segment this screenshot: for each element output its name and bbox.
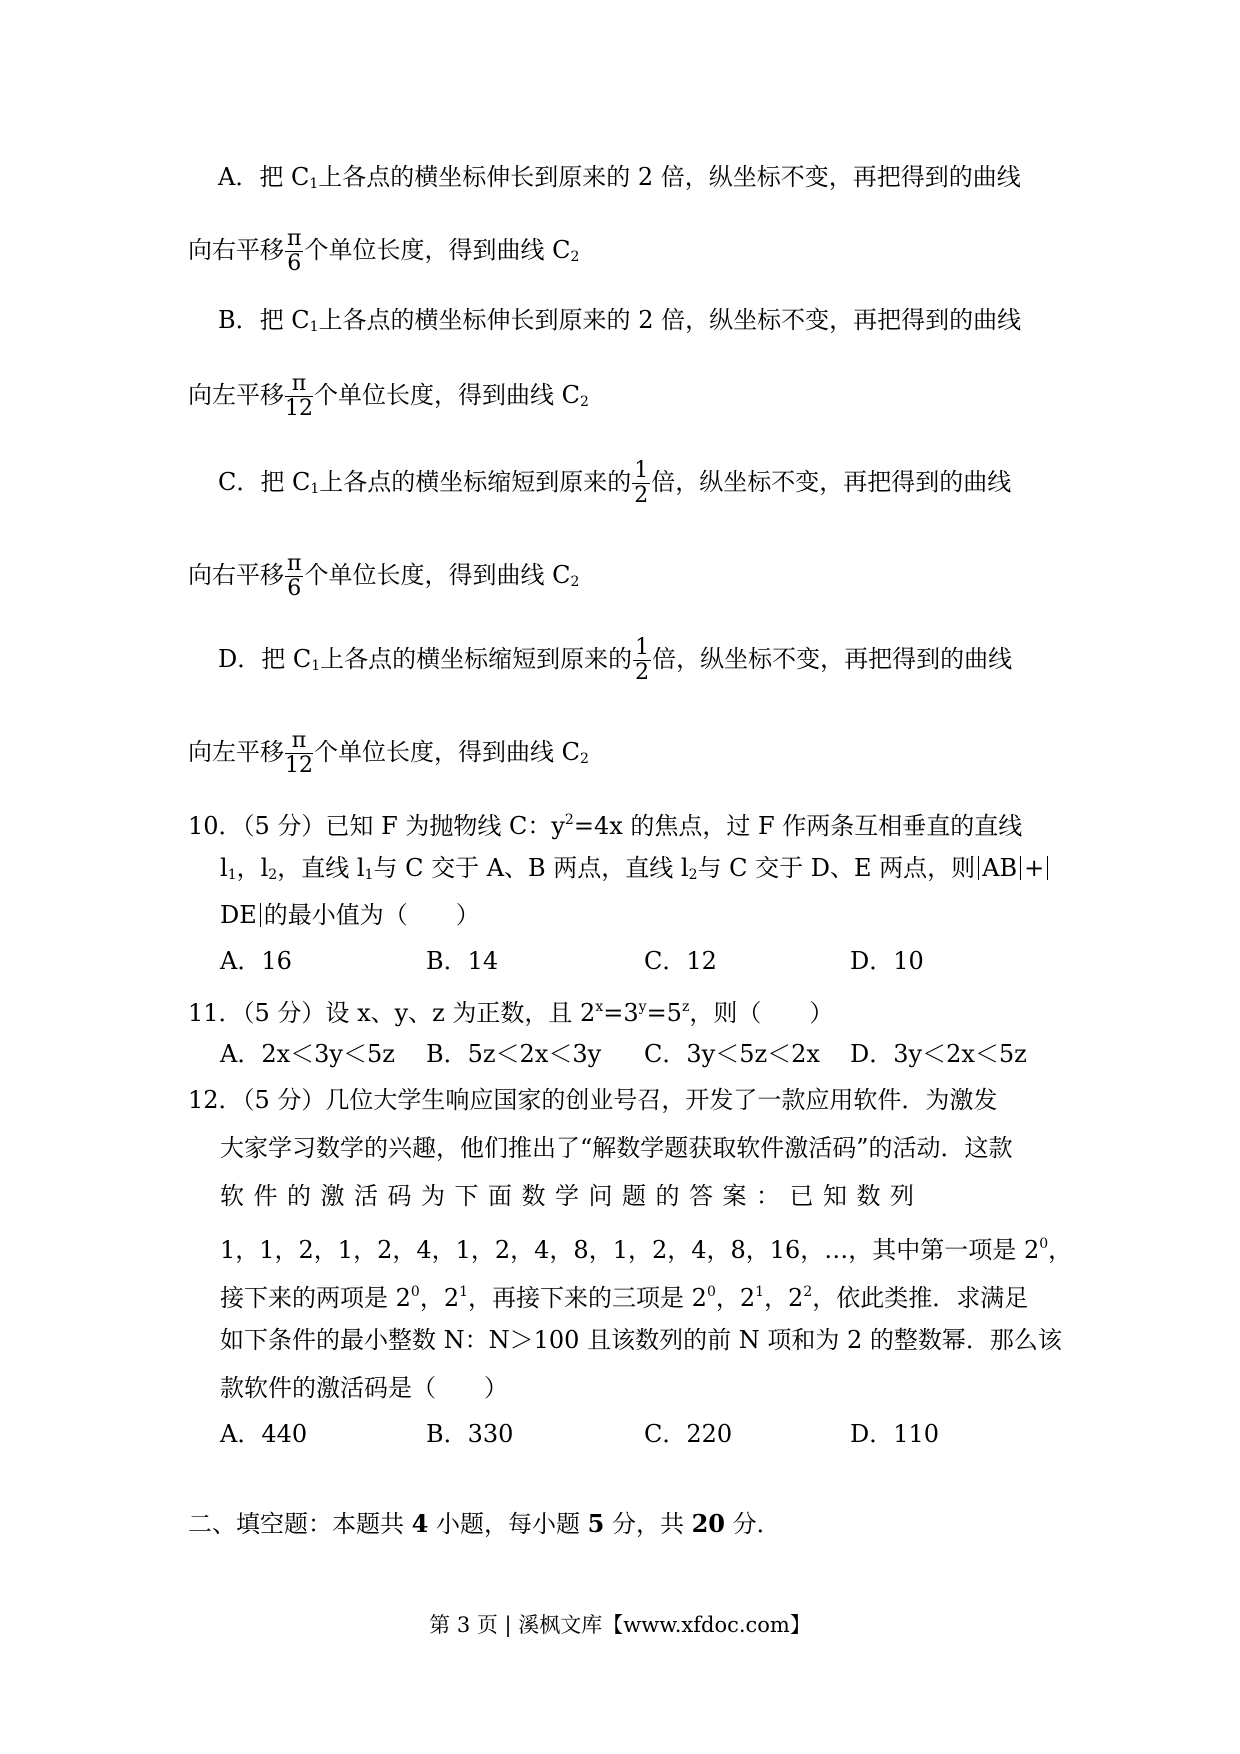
q12-line6: 如下条件的最小整数 N：N＞100 且该数列的前 N 项和为 2 的整数幂．那么该 xyxy=(220,1326,1062,1354)
q9-option-c-line2: 向右平移 $\frac{\pi}{6}$ 个单位长度，得到曲线 $C_2$ xyxy=(188,551,580,601)
q10-line1: 10．（5 分）已知 F 为抛物线 C：$y^2=4x$ 的焦点，过 F 作两条互相垂直的直线 xyxy=(188,812,1023,840)
q9-option-b-line1: B．把 $C_1$上各点的横坐标伸长到原来的 2 倍，纵坐标不变，再把得到的曲线 xyxy=(218,306,1022,335)
q11-option-a: A．2x＜3y＜5z xyxy=(220,1040,395,1068)
fraction-pi-over-12: $\frac{\pi}{12}$ xyxy=(285,371,313,421)
q9-option-b-line2: 向左平移 $\frac{\pi}{12}$ 个单位长度，得到曲线 $C_2$ xyxy=(188,371,589,421)
q11-option-c: C．3y＜5z＜2x xyxy=(644,1040,820,1068)
q9-option-c-line1: C．把 $C_1$上各点的横坐标缩短到原来的 $\frac{1}{2}$ 倍，纵坐标不变，再把得到的曲线 xyxy=(218,458,1012,508)
q9-option-d-line2: 向左平移 $\frac{\pi}{12}$ 个单位长度，得到曲线 $C_2$ xyxy=(188,728,589,778)
page-footer: 第 3 页 | 溪枫文库【www.xfdoc.com】 xyxy=(429,1613,811,1637)
q12-option-c: C．220 xyxy=(644,1420,733,1448)
q12-option-b: B．330 xyxy=(426,1420,514,1448)
q9-option-a-line1: A．把 $C_1$上各点的横坐标伸长到原来的 2 倍，纵坐标不变，再把得到的曲线 xyxy=(218,163,1021,192)
q10-line2: $l_1$，$l_2$，直线 $l_1$与 C 交于 A、B 两点，直线 $l_2$与 C 交于 D、E 两点，则 AB + xyxy=(220,851,1051,892)
q12-line1: 12．（5 分）几位大学生响应国家的创业号召，开发了一款应用软件．为激发 xyxy=(188,1086,998,1114)
section-heading: 二、填空题：本题共 4 小题，每小题 5 分，共 20 分． xyxy=(188,1509,781,1538)
q12-option-d: D．110 xyxy=(850,1420,940,1448)
q10-option-a: A．16 xyxy=(220,947,292,975)
abs-bar xyxy=(260,903,261,927)
q12-line4: 1，1，2，1，2，4，1，2，4，8，1，2，4，8，16，…，其中第一项是 $2^0$， xyxy=(220,1236,1073,1264)
abs-bar xyxy=(1020,856,1021,880)
q12-line3: 软件的激活码为下面数学问题的答案：已知数列 xyxy=(220,1182,924,1210)
q10-option-c: C．12 xyxy=(644,947,717,975)
q12-line5: 接下来的两项是 $2^0$，$2^1$，再接下来的三项是 $2^0$，$2^1$，$2^2$，依此类推．求满足 xyxy=(220,1284,1029,1312)
fraction-pi-over-6: $\frac{\pi}{6}$ xyxy=(287,551,302,601)
q12-line7: 款软件的激活码是（ ） xyxy=(220,1374,508,1402)
fraction-pi-over-12: $\frac{\pi}{12}$ xyxy=(285,728,313,778)
abs-bar xyxy=(978,856,979,880)
q10-option-b: B．14 xyxy=(426,947,499,975)
fraction-one-half: $\frac{1}{2}$ xyxy=(634,458,649,508)
fraction-one-half: $\frac{1}{2}$ xyxy=(635,635,650,685)
q10-option-d: D．10 xyxy=(850,947,924,975)
fraction-pi-over-6: $\frac{\pi}{6}$ xyxy=(287,226,302,276)
q11-stem: 11．（5 分）设 x、y、z 为正数，且 $2^x=3^y=5^z$，则（ ） xyxy=(188,999,834,1027)
q11-option-d: D．3y＜2x＜5z xyxy=(850,1040,1027,1068)
q9-option-d-line1: D．把 $C_1$上各点的横坐标缩短到原来的 $\frac{1}{2}$ 倍，纵坐标不变，再把得到的曲线 xyxy=(218,635,1013,685)
q12-line2: 大家学习数学的兴趣，他们推出了“解数学题获取软件激活码”的活动．这款 xyxy=(220,1134,1013,1162)
q9-option-a-line2: 向右平移 $\frac{\pi}{6}$ 个单位长度，得到曲线 $C_2$ xyxy=(188,226,580,276)
q10-line3: DE 的最小值为（ ） xyxy=(220,901,480,929)
q11-option-b: B．5z＜2x＜3y xyxy=(426,1040,602,1068)
abs-bar xyxy=(1047,856,1048,880)
q12-option-a: A．440 xyxy=(220,1420,308,1448)
